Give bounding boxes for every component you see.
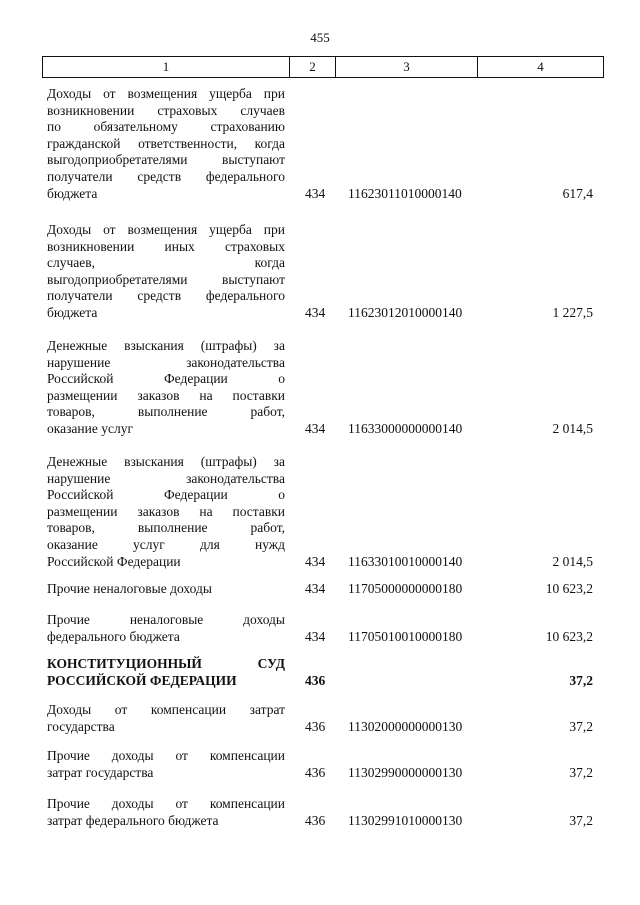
table-row (0, 612, 640, 645)
header-col-1: 1 (43, 57, 290, 77)
table-row (0, 86, 640, 202)
row-name (47, 338, 285, 438)
row-name (47, 748, 285, 781)
row-name (47, 581, 285, 598)
row-name-line: Прочие неналоговые доходы (47, 581, 212, 596)
row-name-line: Прочие доходы от компенсации (47, 796, 285, 811)
row-name-line: РОССИЙСКОЙ ФЕДЕРАЦИИ (47, 672, 237, 688)
row-name-line: выгодоприобретателями выступают (47, 271, 285, 287)
row-code: 436 (305, 812, 326, 828)
row-kbk: 11705000000000180 (348, 581, 463, 596)
row-name-line: случаев, когда (47, 255, 285, 271)
row-sum: 2 014,5 (552, 421, 593, 436)
row-name-line: бюджета (47, 304, 98, 320)
row-name-line: Денежные взыскания (штрафы) за (47, 454, 285, 469)
row-code: 434 (305, 581, 326, 596)
row-sum: 37,2 (569, 718, 593, 734)
row-sum: 10 623,2 (545, 581, 593, 596)
row-sum: 2 014,5 (552, 553, 593, 569)
header-col-3: 3 (336, 57, 478, 77)
row-sum: 10 623,2 (545, 628, 593, 644)
table-row (0, 656, 640, 689)
row-kbk: 11623011010000140 (348, 185, 462, 201)
row-sum: 37,2 (569, 672, 593, 688)
row-sum: 37,2 (569, 812, 593, 828)
row-kbk: 11633010010000140 (348, 553, 463, 569)
row-name-line: Российской Федерации о (47, 371, 285, 387)
row-name-line: Доходы от возмещения ущерба при (47, 222, 285, 237)
row-sum: 617,4 (562, 185, 593, 201)
row-kbk: 11302991010000130 (348, 812, 463, 828)
header-col-4: 4 (537, 59, 544, 74)
page-number: 455 (310, 30, 330, 45)
row-name-line: Прочие доходы от компенсации (47, 748, 285, 763)
row-name-line: размещении заказов на поставки (47, 387, 285, 403)
table-row (0, 222, 640, 322)
row-name-line: возникновении иных страховых (47, 238, 285, 254)
row-name-line: Доходы от возмещения ущерба при (47, 86, 285, 101)
row-name-line: Доходы от компенсации затрат (47, 702, 285, 717)
row-name (47, 656, 285, 689)
row-name-line: оказание услуг для нужд (47, 536, 285, 552)
table-row (0, 454, 640, 570)
row-code: 436 (305, 672, 326, 688)
row-name-line: гражданской ответственности, когда (47, 135, 285, 151)
table-row (0, 796, 640, 829)
header-col-2: 2 (290, 57, 336, 77)
row-name-line: размещении заказов на поставки (47, 503, 285, 519)
row-kbk: 11705010010000180 (348, 628, 463, 644)
row-name-line: Российской Федерации о (47, 487, 285, 503)
row-code: 436 (305, 718, 326, 734)
row-name (47, 612, 285, 645)
row-code: 434 (305, 305, 326, 320)
table-row (0, 702, 640, 735)
row-name (47, 796, 285, 829)
row-name-line: выгодоприобретателями выступают (47, 152, 285, 168)
row-kbk: 11633000000000140 (348, 421, 463, 436)
row-kbk: 11623012010000140 (348, 305, 463, 320)
row-name-line: КОНСТИТУЦИОННЫЙ СУД (47, 656, 285, 671)
row-sum: 1 227,5 (552, 305, 593, 320)
row-name (47, 702, 285, 735)
table-row (0, 338, 640, 438)
row-name-line: Прочие неналоговые доходы (47, 612, 285, 627)
table-row (0, 748, 640, 781)
row-code: 434 (305, 185, 326, 201)
row-name-line: Денежные взыскания (штрафы) за (47, 338, 285, 353)
table-header (42, 56, 604, 78)
row-name-line: бюджета (47, 185, 98, 201)
row-name-line: нарушение законодательства (47, 354, 285, 370)
row-kbk: 11302000000000130 (348, 718, 463, 734)
row-name-line: получатели средств федерального (47, 168, 285, 184)
row-name-line: получатели средств федерального (47, 288, 285, 304)
row-name (47, 222, 285, 322)
row-name-line: затрат государства (47, 764, 154, 780)
row-name-line: товаров, выполнение работ, (47, 404, 285, 420)
row-code: 436 (305, 764, 326, 780)
row-name-line: нарушение законодательства (47, 470, 285, 486)
table-row (0, 581, 640, 598)
row-name-line: затрат федерального бюджета (47, 812, 219, 828)
row-kbk: 11302990000000130 (348, 764, 463, 780)
row-code: 434 (305, 628, 326, 644)
row-name-line: возникновении страховых случаев (47, 102, 285, 118)
row-name (47, 86, 285, 202)
row-name-line: оказание услуг (47, 420, 134, 436)
row-name (47, 454, 285, 570)
row-name-line: государства (47, 718, 115, 734)
row-name-line: товаров, выполнение работ, (47, 520, 285, 536)
row-name-line: федерального бюджета (47, 628, 180, 644)
row-sum: 37,2 (569, 764, 593, 780)
row-code: 434 (305, 553, 326, 569)
row-name-line: Российской Федерации (47, 553, 181, 569)
row-name-line: по обязательному страхованию (47, 119, 285, 135)
row-code: 434 (305, 421, 326, 436)
